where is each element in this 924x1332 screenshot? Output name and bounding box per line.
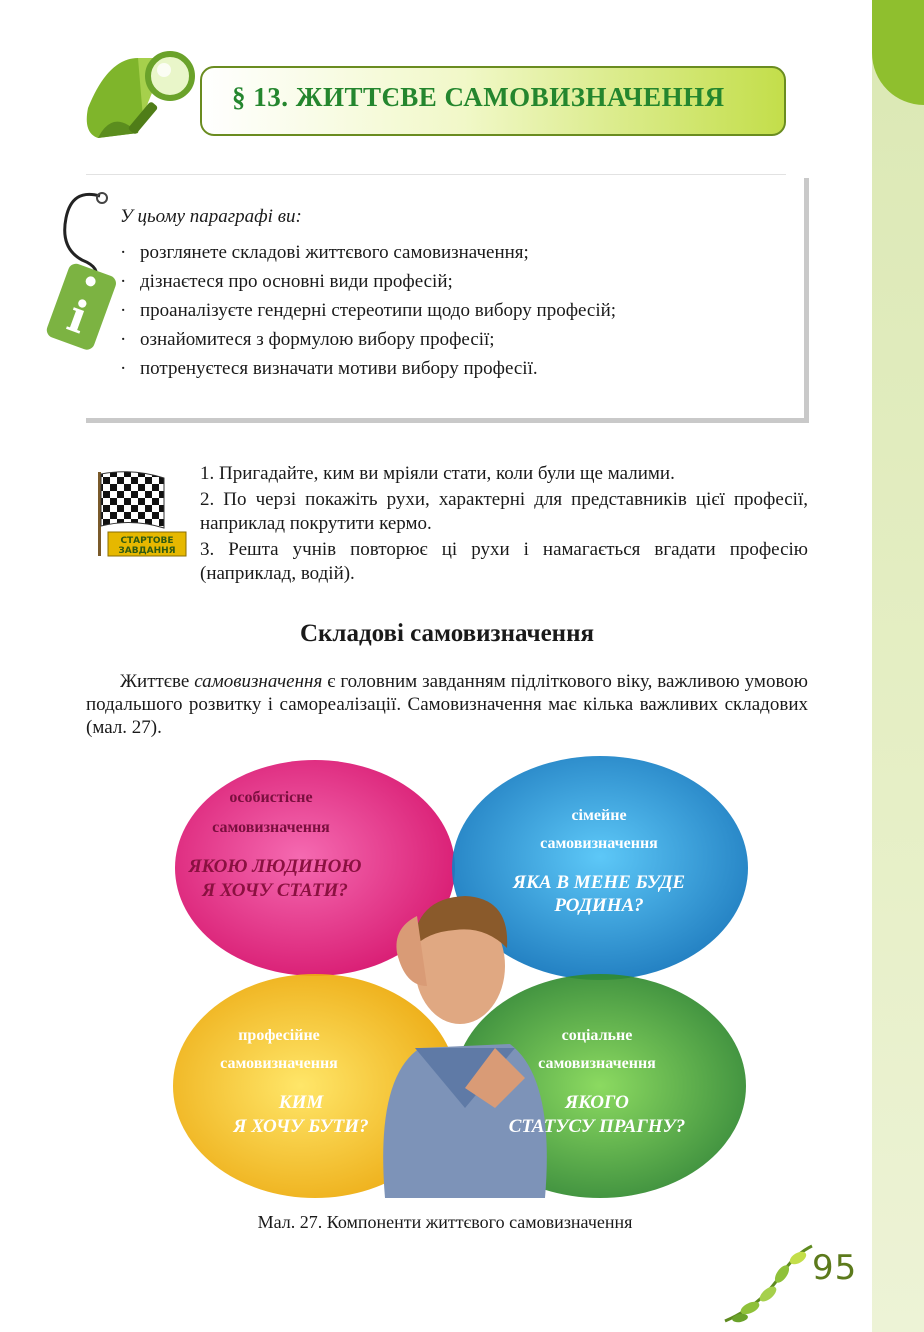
goal-text: потренуєтеся визначати мотиви вибору професії. <box>140 358 538 379</box>
list-item: 3. Решта учнів повторює ці рухи і намагається вгадати професію (наприклад, водій). <box>200 539 808 584</box>
bullet-icon: · <box>120 271 127 292</box>
paragraph-emphasis: самовизначення <box>194 671 323 692</box>
family-question-1: ЯКА В МЕНЕ БУДЕ <box>512 872 686 893</box>
figure-caption: Мал. 27. Компоненти життєвого самовизначення <box>257 1212 633 1232</box>
bullet-icon: · <box>120 300 127 321</box>
list-item: 1. Пригадайте, ким ви мріяли стати, коли були ще малими. <box>200 463 675 484</box>
goal-text: розглянете складові життєвого самовизначення; <box>140 242 529 263</box>
professional-question-1: КИМ <box>278 1092 324 1113</box>
social-label-1: соціальне <box>561 1027 633 1044</box>
checkered-flag-icon <box>82 470 188 558</box>
social-question-1: ЯКОГО <box>565 1092 629 1113</box>
goal-text: проаналізуєте гендерні стереотипи щодо вибору професій; <box>140 300 617 321</box>
professional-question-2: Я ХОЧУ БУТИ? <box>233 1116 369 1137</box>
family-label-1: сімейне <box>571 807 627 824</box>
list-item <box>120 354 616 383</box>
professional-label-2: самовизначення <box>220 1055 338 1072</box>
info-letter: i <box>60 290 95 345</box>
section-title: § 13. ЖИТТЄВЕ САМОВИЗНАЧЕННЯ <box>232 82 725 112</box>
professional-label-1: професійне <box>238 1027 320 1044</box>
bullet-icon: · <box>120 329 127 350</box>
page-number: 95 <box>812 1248 858 1288</box>
self-determination-diagram <box>165 748 755 1208</box>
goal-text: дізнаєтеся про основні види професій; <box>140 271 453 292</box>
info-tag-icon <box>42 188 122 353</box>
list-item <box>120 238 616 267</box>
goals-box-top-line <box>86 174 786 175</box>
list-item <box>120 267 616 296</box>
leaf-vine-icon <box>720 1236 820 1326</box>
page-side-bar <box>872 0 924 1332</box>
magnifier-book-icon <box>78 38 208 148</box>
personal-question-2: Я ХОЧУ СТАТИ? <box>202 880 348 901</box>
personal-label-1: особистісне <box>229 789 313 806</box>
badge-line-2: ЗАВДАННЯ <box>118 546 176 556</box>
starter-task-list <box>200 462 808 588</box>
bullet-icon: · <box>120 242 127 263</box>
goals-intro: У цьому параграфі ви: <box>120 206 302 227</box>
goal-text: ознайомитеся з формулою вибору професії; <box>140 329 495 350</box>
list-item <box>120 296 616 325</box>
personal-label-2: самовизначення <box>212 819 330 836</box>
goals-box <box>86 178 809 423</box>
family-question-2: РОДИНА? <box>554 895 644 916</box>
section-heading: Складові самовизначення <box>299 620 595 647</box>
personal-question-1: ЯКОЮ ЛЮДИНОЮ <box>188 856 362 877</box>
paragraph-text: є головним завданням підліткового віку, важливою умовою подальшого розвитку і самореалізації. Самовизначення має кілька важливих складових (мал. 27). <box>86 671 808 738</box>
bullet-icon: · <box>120 358 127 379</box>
social-label-2: самовизначення <box>538 1055 656 1072</box>
section-title-banner <box>200 66 786 136</box>
social-question-2: СТАТУСУ ПРАГНУ? <box>508 1116 686 1137</box>
list-item <box>120 325 616 354</box>
goals-list <box>120 238 616 383</box>
badge-line-1: СТАРТОВЕ <box>120 536 174 546</box>
body-paragraph <box>86 670 808 739</box>
list-item: 2. По черзі покажіть рухи, характерні для представників цієї професії, наприклад покрутити кермо. <box>200 489 808 534</box>
paragraph-text: Життєве <box>120 671 195 692</box>
family-label-2: самовизначення <box>540 835 658 852</box>
